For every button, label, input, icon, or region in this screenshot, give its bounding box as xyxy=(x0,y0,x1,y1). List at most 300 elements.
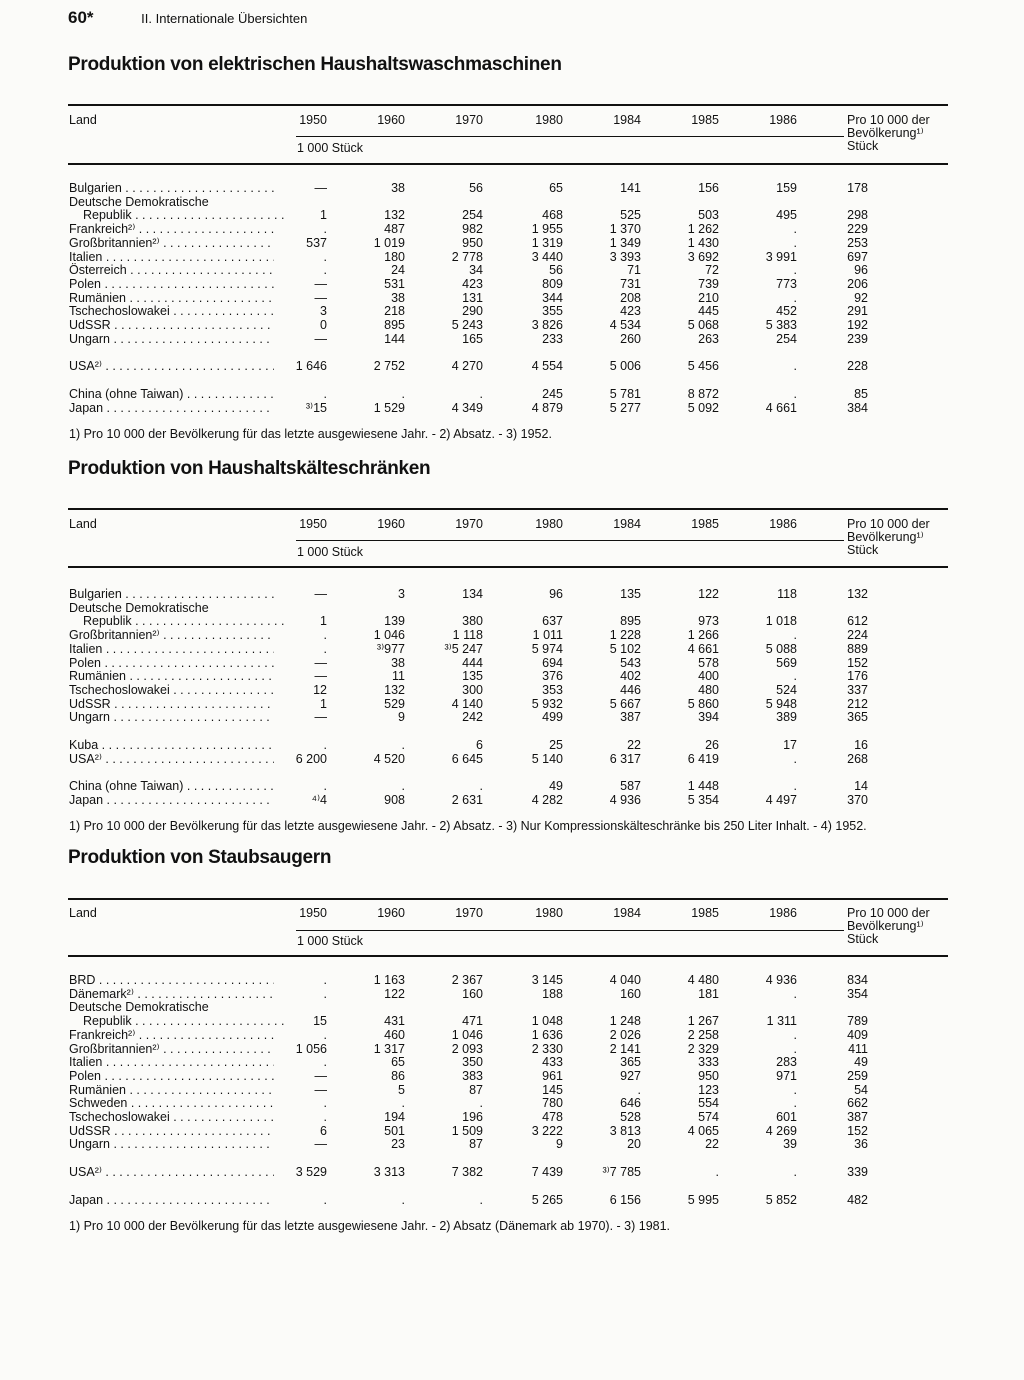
table-cell: 123 xyxy=(698,1082,719,1097)
table-cell: . xyxy=(793,628,797,643)
table-cell: 135 xyxy=(620,587,641,601)
table-cell: — xyxy=(314,1068,327,1083)
table-top-rule xyxy=(68,104,948,106)
table-cell: 5 088 xyxy=(765,641,797,656)
table-cell: 387 xyxy=(847,1110,868,1124)
table-cell: 370 xyxy=(847,793,868,808)
country-name: Polen . . . xyxy=(69,1069,274,1083)
table-cell: 5 006 xyxy=(609,359,641,374)
table-cell: 471 xyxy=(462,1014,483,1029)
country-name: China (ohne Taiwan) . . . xyxy=(69,387,274,401)
table-cell: 554 xyxy=(698,1096,719,1111)
column-header-year: 1970 xyxy=(455,906,483,920)
table-cell: . xyxy=(401,1096,405,1111)
table-cell: 122 xyxy=(384,986,405,1001)
table-cell: 3 393 xyxy=(609,249,641,264)
table-cell: 337 xyxy=(847,682,868,697)
table-cell: . xyxy=(793,751,797,766)
table-cell: — xyxy=(314,587,327,601)
table-cell: . xyxy=(323,249,327,264)
table-cell: — xyxy=(314,710,327,725)
country-name: Japan . . . xyxy=(69,793,274,807)
table-cell: 354 xyxy=(847,986,868,1001)
table-cell: 86 xyxy=(391,1068,405,1083)
table-cell: 6 317 xyxy=(609,751,641,766)
table-cell: 9 xyxy=(398,710,405,725)
table-cell: 152 xyxy=(847,655,868,670)
table-cell: 4 936 xyxy=(765,973,797,987)
table-cell: 731 xyxy=(620,276,641,291)
table-cell: 87 xyxy=(469,1137,483,1152)
table-cell: 8 872 xyxy=(687,387,719,402)
table-cell: . xyxy=(793,263,797,278)
country-name: Ungarn . . . xyxy=(69,710,274,724)
country-name: Japan . . . xyxy=(69,1193,274,1207)
table-cell: 218 xyxy=(384,304,405,319)
table-cell: 2 329 xyxy=(687,1041,719,1056)
table-cell: 739 xyxy=(698,276,719,291)
table-cell: 5 932 xyxy=(531,696,563,711)
column-header-per-population: Bevölkerung¹⁾ xyxy=(847,126,924,140)
table-cell: 49 xyxy=(854,1055,868,1070)
table-cell: 96 xyxy=(854,263,868,278)
table-cell: 973 xyxy=(698,614,719,629)
table-cell: 152 xyxy=(847,1123,868,1138)
table-cell: 132 xyxy=(847,587,868,601)
table-cell: 6 419 xyxy=(687,751,719,766)
table-cell: 5 667 xyxy=(609,696,641,711)
table-cell: 1 636 xyxy=(531,1027,563,1042)
table-cell: . xyxy=(401,1192,405,1207)
table-cell: 587 xyxy=(620,779,641,794)
table-cell: 4 936 xyxy=(609,793,641,808)
table-cell: 56 xyxy=(469,181,483,195)
table-cell: 3 440 xyxy=(531,249,563,264)
table-cell: 0 xyxy=(320,318,327,332)
table-cell: 180 xyxy=(384,249,405,264)
table-cell: 122 xyxy=(698,587,719,601)
table-cell: 482 xyxy=(847,1192,868,1207)
table-cell: 809 xyxy=(542,276,563,291)
country-name: Großbritannien²⁾ . . . xyxy=(69,628,274,642)
table-title: Produktion von elektrischen Haushaltswaschmaschinen xyxy=(68,54,562,75)
table-cell: 4 534 xyxy=(609,318,641,332)
table-cell: 1 xyxy=(320,614,327,629)
table-cell: — xyxy=(314,669,327,684)
table-cell: 9 xyxy=(556,1137,563,1152)
table-cell: . xyxy=(793,359,797,374)
table-cell: 339 xyxy=(847,1165,868,1180)
table-cell: 72 xyxy=(705,263,719,278)
table-cell: 4 140 xyxy=(451,696,483,711)
table-cell: 789 xyxy=(847,1014,868,1029)
column-header-per-population: Stück xyxy=(847,932,879,946)
table-cell: 2 093 xyxy=(451,1041,483,1056)
table-cell: 376 xyxy=(542,669,563,684)
table-cell: 134 xyxy=(462,587,483,601)
table-cell: 7 439 xyxy=(531,1165,563,1180)
table-cell: 268 xyxy=(847,751,868,766)
table-cell: . xyxy=(323,986,327,1001)
table-cell: 56 xyxy=(549,263,563,278)
table-cell: 239 xyxy=(847,331,868,346)
table-cell: . xyxy=(479,1192,483,1207)
table-cell: 460 xyxy=(384,1027,405,1042)
table-cell: 254 xyxy=(776,331,797,346)
table-cell: . xyxy=(793,779,797,794)
country-name: Japan . . . xyxy=(69,401,274,415)
table-cell: 400 xyxy=(698,669,719,684)
table-cell: 971 xyxy=(776,1068,797,1083)
table-cell: 165 xyxy=(462,331,483,346)
table-cell: 2 778 xyxy=(451,249,483,264)
table-cell: 4 661 xyxy=(765,400,797,415)
table-cell: . xyxy=(715,1165,719,1180)
column-header-year: 1950 xyxy=(299,517,327,531)
unit-rule xyxy=(296,136,844,137)
country-name: Republik . . . xyxy=(69,614,288,628)
country-name: Rumänien . . . xyxy=(69,1083,274,1097)
table-cell: 478 xyxy=(542,1110,563,1124)
table-cell: 3 991 xyxy=(765,249,797,264)
table-cell: 5 781 xyxy=(609,387,641,402)
table-cell: 5 265 xyxy=(531,1192,563,1207)
table-cell: 38 xyxy=(391,290,405,305)
country-name: Großbritannien²⁾ . . . xyxy=(69,1042,274,1056)
table-top-rule xyxy=(68,508,948,510)
table-cell: 2 141 xyxy=(609,1041,641,1056)
table-cell: 2 752 xyxy=(373,359,405,374)
table-cell: . xyxy=(479,779,483,794)
column-header-per-population: Stück xyxy=(847,139,879,153)
table-cell: 612 xyxy=(847,614,868,629)
table-cell: 1 955 xyxy=(531,222,563,237)
table-cell: 14 xyxy=(854,779,868,794)
table-cell: 353 xyxy=(542,682,563,697)
table-cell: 5 354 xyxy=(687,793,719,808)
table-cell: 380 xyxy=(462,614,483,629)
column-header-year: 1980 xyxy=(535,517,563,531)
table-cell: 6 156 xyxy=(609,1192,641,1207)
table-cell: 1 370 xyxy=(609,222,641,237)
table-cell: 233 xyxy=(542,331,563,346)
column-header-per-population: Bevölkerung¹⁾ xyxy=(847,530,924,544)
table-cell: 445 xyxy=(698,304,719,319)
table-cell: . xyxy=(323,738,327,752)
table-cell: 11 xyxy=(392,669,405,684)
page-header xyxy=(68,8,307,28)
table-cell: 26 xyxy=(705,738,719,752)
table-cell: 194 xyxy=(384,1110,405,1124)
table-cell: . xyxy=(401,738,405,752)
table-cell: 1 248 xyxy=(609,1014,641,1029)
table-cell: 5 974 xyxy=(531,641,563,656)
table-footnote: 1) Pro 10 000 der Bevölkerung für das letzte ausgewiesene Jahr. - 2) Absatz. - 3) 1952. xyxy=(69,426,552,441)
table-cell: 982 xyxy=(462,222,483,237)
table-cell: 3 826 xyxy=(531,318,563,332)
table-cell: 468 xyxy=(542,208,563,223)
table-cell: 1 018 xyxy=(765,614,797,629)
country-name: China (ohne Taiwan) . . . xyxy=(69,779,274,793)
unit-rule xyxy=(296,540,844,541)
table-cell: 444 xyxy=(462,655,483,670)
table-cell: 927 xyxy=(620,1068,641,1083)
table-cell: 3 xyxy=(398,587,405,601)
table-cell: 3 813 xyxy=(609,1123,641,1138)
table-cell: 38 xyxy=(391,181,405,195)
table-cell: 387 xyxy=(620,710,641,725)
table-cell: 96 xyxy=(549,587,563,601)
country-name: Frankreich²⁾ . . . xyxy=(69,1028,274,1042)
table-cell: 1 xyxy=(320,696,327,711)
table-cell: 263 xyxy=(698,331,719,346)
table-cell: 5 068 xyxy=(687,318,719,332)
table-cell: 1 xyxy=(320,208,327,223)
table-cell: . xyxy=(323,779,327,794)
country-name: UdSSR . . . xyxy=(69,318,274,332)
table-cell: 503 xyxy=(698,208,719,223)
table-cell: — xyxy=(314,276,327,291)
table-cell: 889 xyxy=(847,641,868,656)
table-cell: 5 456 xyxy=(687,359,719,374)
table-cell: 895 xyxy=(384,318,405,332)
table-cell: 144 xyxy=(384,331,405,346)
table-title: Produktion von Haushaltskälteschränken xyxy=(68,458,431,479)
table-cell: 5 277 xyxy=(609,400,641,415)
table-cell: 291 xyxy=(847,304,868,319)
column-header-year: 1980 xyxy=(535,906,563,920)
country-name: USA²⁾ . . . xyxy=(69,1165,274,1179)
table-cell: 5 102 xyxy=(609,641,641,656)
table-cell: 1 019 xyxy=(373,235,405,250)
column-header-per-population: Pro 10 000 der xyxy=(847,517,930,531)
table-cell: 145 xyxy=(542,1082,563,1097)
column-header-land: Land xyxy=(69,906,97,920)
table-cell: 2 026 xyxy=(609,1027,641,1042)
table-cell: 365 xyxy=(620,1055,641,1070)
table-cell: 773 xyxy=(776,276,797,291)
table-cell: 178 xyxy=(847,181,868,195)
table-cell: 6 645 xyxy=(451,751,483,766)
country-name: Tschechoslowakei . . . xyxy=(69,1110,274,1124)
table-header-rule xyxy=(68,163,948,165)
table-cell: 501 xyxy=(384,1123,405,1138)
table-cell: 188 xyxy=(542,986,563,1001)
table-cell: 6 200 xyxy=(295,751,327,766)
table-header-rule xyxy=(68,955,948,957)
table-cell: . xyxy=(323,1027,327,1042)
country-name: Schweden . . . xyxy=(69,1096,274,1110)
table-cell: 423 xyxy=(462,276,483,291)
table-cell: 697 xyxy=(847,249,868,264)
table-cell: 212 xyxy=(847,696,868,711)
table-cell: . xyxy=(323,1110,327,1124)
table-cell: 411 xyxy=(848,1041,868,1056)
table-cell: 159 xyxy=(776,181,797,195)
country-name: UdSSR . . . xyxy=(69,1124,274,1138)
table-cell: — xyxy=(314,1137,327,1152)
table-cell: 834 xyxy=(847,973,868,987)
table-cell: . xyxy=(323,222,327,237)
table-cell: 228 xyxy=(847,359,868,374)
country-name: BRD . . . xyxy=(69,973,274,987)
column-header-per-population: Pro 10 000 der xyxy=(847,113,930,127)
country-name: Polen . . . xyxy=(69,277,274,291)
country-name: Italien . . . xyxy=(69,1055,274,1069)
table-cell: 694 xyxy=(542,655,563,670)
table-cell: 2 367 xyxy=(451,973,483,987)
table-cell: 780 xyxy=(542,1096,563,1111)
table-cell: 4 270 xyxy=(451,359,483,374)
country-name: Großbritannien²⁾ . . . xyxy=(69,236,274,250)
table-cell: 1 267 xyxy=(687,1014,719,1029)
table-cell: 601 xyxy=(776,1110,797,1124)
table-cell: 5 852 xyxy=(765,1192,797,1207)
table-cell: 210 xyxy=(698,290,719,305)
country-name: Polen . . . xyxy=(69,656,274,670)
unit-label: 1 000 Stück xyxy=(297,545,364,559)
country-name: Tschechoslowakei . . . xyxy=(69,304,274,318)
table-cell: ³⁾5 247 xyxy=(444,641,483,656)
table-cell: 1 228 xyxy=(609,628,641,643)
table-cell: 543 xyxy=(620,655,641,670)
table-cell: . xyxy=(323,973,327,987)
table-cell: 135 xyxy=(462,669,483,684)
table-cell: 4 349 xyxy=(451,400,483,415)
table-cell: 350 xyxy=(462,1055,483,1070)
table-cell: 480 xyxy=(698,682,719,697)
column-header-per-population: Stück xyxy=(847,543,879,557)
table-cell: . xyxy=(793,1082,797,1097)
table-cell: . xyxy=(323,1096,327,1111)
table-cell: — xyxy=(314,331,327,346)
table-cell: 1 509 xyxy=(451,1123,483,1138)
column-header-year: 1960 xyxy=(377,113,405,127)
table-cell: 34 xyxy=(469,263,483,278)
column-header-year: 1950 xyxy=(299,906,327,920)
table-cell: 5 243 xyxy=(451,318,483,332)
country-name: Ungarn . . . xyxy=(69,332,274,346)
table-cell: 49 xyxy=(549,779,563,794)
table-cell: 118 xyxy=(777,587,797,601)
table-cell: 569 xyxy=(776,655,797,670)
table-cell: . xyxy=(479,1096,483,1111)
country-name: Republik . . . xyxy=(69,1014,288,1028)
table-cell: 895 xyxy=(620,614,641,629)
table-cell: . xyxy=(637,1082,641,1097)
table-cell: 65 xyxy=(391,1055,405,1070)
table-cell: 4 282 xyxy=(531,793,563,808)
table-cell: — xyxy=(314,290,327,305)
table-cell: 1 317 xyxy=(373,1041,405,1056)
table-cell: 384 xyxy=(847,400,868,415)
column-header-year: 1950 xyxy=(299,113,327,127)
table-cell: 1 056 xyxy=(295,1041,327,1056)
table-cell: 5 995 xyxy=(687,1192,719,1207)
table-cell: 394 xyxy=(698,710,719,725)
table-cell: 4 497 xyxy=(765,793,797,808)
unit-rule xyxy=(296,930,844,931)
unit-label: 1 000 Stück xyxy=(297,141,364,155)
table-cell: . xyxy=(479,387,483,402)
table-top-rule xyxy=(68,898,948,900)
table-cell: 7 382 xyxy=(451,1165,483,1180)
table-cell: 1 266 xyxy=(687,628,719,643)
table-cell: 525 xyxy=(620,208,641,223)
table-cell: 290 xyxy=(462,304,483,319)
table-cell: 5 140 xyxy=(531,751,563,766)
table-cell: 662 xyxy=(847,1096,868,1111)
table-cell: 1 048 xyxy=(531,1014,563,1029)
table-cell: 1 262 xyxy=(687,222,719,237)
table-cell: 409 xyxy=(847,1027,868,1042)
table-cell: 4 065 xyxy=(687,1123,719,1138)
table-cell: 4 554 xyxy=(531,359,563,374)
column-header-year: 1970 xyxy=(455,113,483,127)
column-header-year: 1986 xyxy=(769,906,797,920)
country-name: Rumänien . . . xyxy=(69,291,274,305)
table-cell: 139 xyxy=(384,614,405,629)
table-cell: 132 xyxy=(384,682,405,697)
table-cell: 229 xyxy=(847,222,868,237)
country-name: UdSSR . . . xyxy=(69,697,274,711)
table-cell: 181 xyxy=(698,986,719,1001)
table-cell: 1 349 xyxy=(609,235,641,250)
column-header-year: 1984 xyxy=(613,517,641,531)
table-cell: 950 xyxy=(462,235,483,250)
table-cell: 423 xyxy=(620,304,641,319)
country-name: USA²⁾ . . . xyxy=(69,359,274,373)
table-cell: 1 448 xyxy=(687,779,719,794)
table-cell: 950 xyxy=(698,1068,719,1083)
table-cell: . xyxy=(793,669,797,684)
table-cell: 254 xyxy=(462,208,483,223)
table-cell: 2 330 xyxy=(531,1041,563,1056)
page-number: 60* xyxy=(68,8,94,27)
table-cell: . xyxy=(323,263,327,278)
table-cell: 39 xyxy=(783,1137,797,1152)
table-cell: 4 879 xyxy=(531,400,563,415)
table-cell: 5 383 xyxy=(765,318,797,332)
table-cell: 196 xyxy=(462,1110,483,1124)
table-cell: 1 046 xyxy=(373,628,405,643)
country-name: USA²⁾ . . . xyxy=(69,752,274,766)
table-cell: . xyxy=(323,1055,327,1070)
table-cell: 3 313 xyxy=(373,1165,405,1180)
table-cell: 23 xyxy=(391,1137,405,1152)
table-cell: 192 xyxy=(847,318,868,332)
table-cell: 65 xyxy=(549,181,563,195)
table-cell: 908 xyxy=(384,793,405,808)
country-name: Italien . . . xyxy=(69,250,274,264)
table-cell: . xyxy=(793,1041,797,1056)
table-cell: . xyxy=(793,1165,797,1180)
table-cell: 1 430 xyxy=(687,235,719,250)
country-name: Tschechoslowakei . . . xyxy=(69,683,274,697)
country-name: Österreich . . . xyxy=(69,263,274,277)
table-cell: 3 692 xyxy=(687,249,719,264)
table-cell: 206 xyxy=(847,276,868,291)
table-cell: 487 xyxy=(384,222,405,237)
table-cell: 1 311 xyxy=(766,1014,797,1029)
table-cell: 2 258 xyxy=(687,1027,719,1042)
table-cell: 208 xyxy=(620,290,641,305)
unit-label: 1 000 Stück xyxy=(297,934,364,948)
table-cell: 22 xyxy=(705,1137,719,1152)
table-cell: . xyxy=(323,387,327,402)
column-header-year: 1960 xyxy=(377,906,405,920)
column-header-year: 1980 xyxy=(535,113,563,127)
